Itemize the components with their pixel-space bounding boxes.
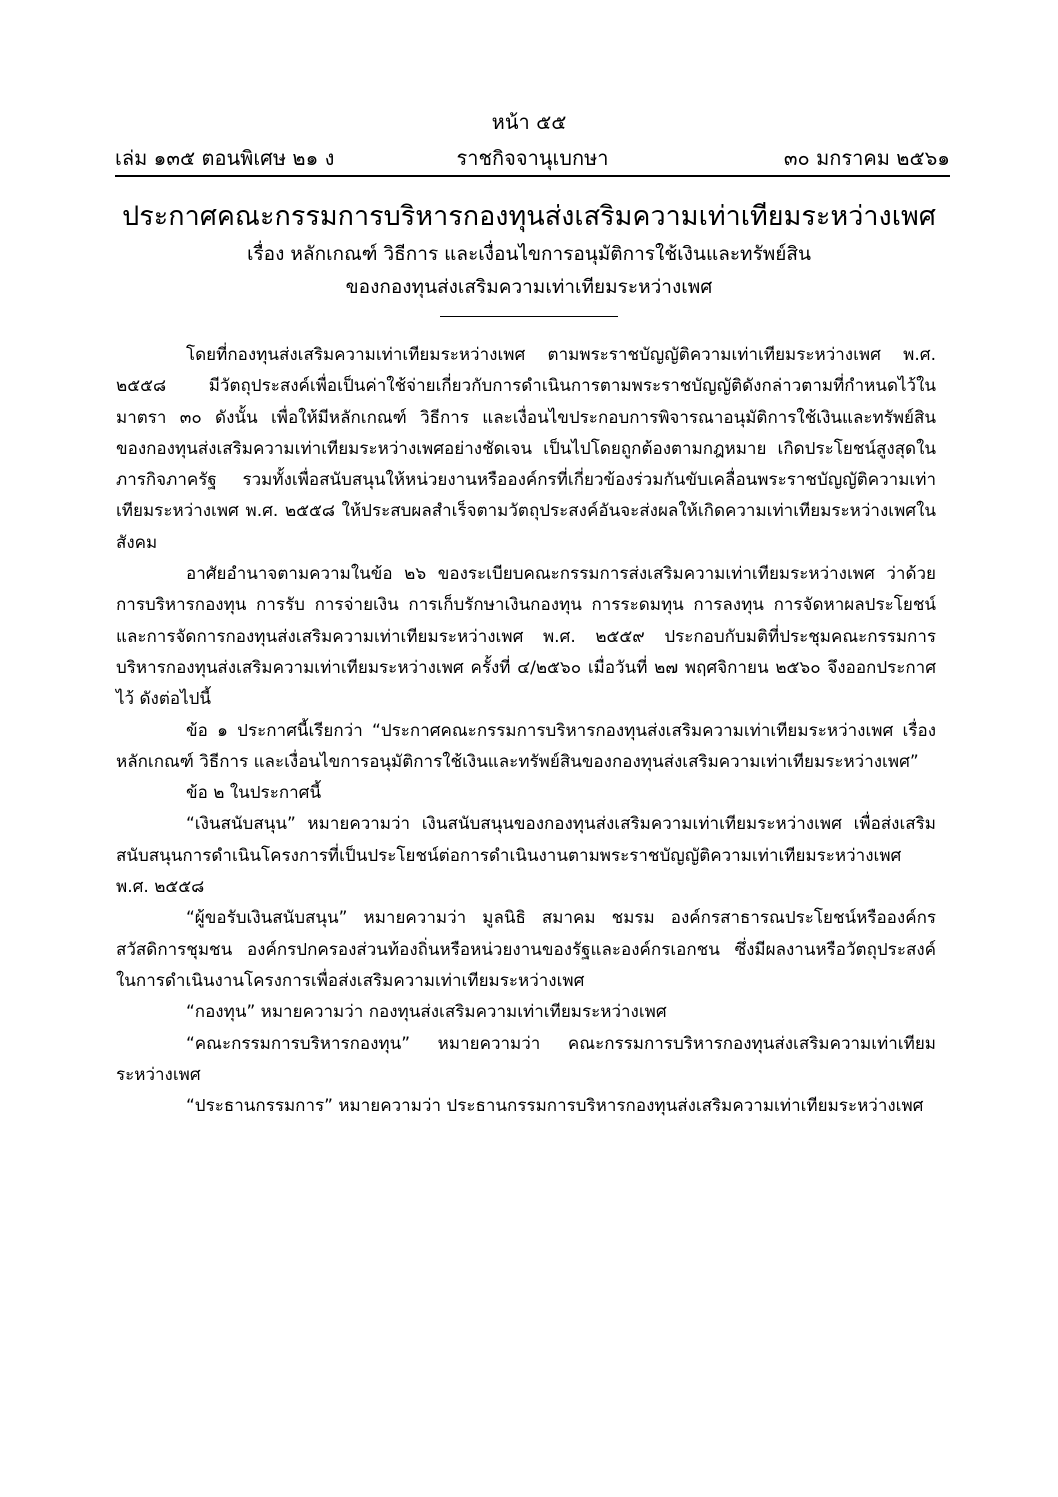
announcement-body	[116, 340, 936, 1122]
title-subject-line-1: เรื่อง หลักเกณฑ์ วิธีการ และเงื่อนไขการอนุมัติการใช้เงินและทรัพย์สิน	[246, 243, 812, 265]
definition-committee: “คณะกรรมการบริหารกองทุน” หมายความว่า คณะกรรมการบริหารกองทุนส่งเสริมความเท่าเทียมระหว่างเพศ	[116, 1033, 936, 1085]
title-main: ประกาศคณะกรรมการบริหารกองทุนส่งเสริมความเท่าเทียมระหว่างเพศ	[122, 201, 936, 232]
definition-applicant: “ผู้ขอรับเงินสนับสนุน” หมายความว่า มูลนิธิ สมาคม ชมรม องค์กรสาธารณประโยชน์หรือองค์กรสวัสดิการชุมชน องค์กรปกครองส่วนท้องถิ่นหรือหน่วยงานของรัฐและองค์กรเอกชน ซึ่งมีผลงานหรือวัตถุประสงค์ในการดำเนินงานโครงการเพื่อส่งเสริมความเท่าเทียมระหว่างเพศ	[116, 908, 936, 991]
paragraph-clause-1: ข้อ ๑ ประกาศนี้เรียกว่า “ประกาศคณะกรรมการบริหารกองทุนส่งเสริมความเท่าเทียมระหว่างเพศ เรื่อง หลักเกณฑ์ วิธีการ และเงื่อนไขการอนุมัติการใช้เงินและทรัพย์สินของกองทุนส่งเสริมความเท่าเทียมระหว่างเพศ”	[116, 720, 936, 772]
title-subject-line-2: ของกองทุนส่งเสริมความเท่าเทียมระหว่างเพศ	[345, 276, 713, 298]
publication-name: ราชกิจจานุเบกษา	[456, 146, 609, 170]
page-number: หน้า ๕๕	[491, 110, 567, 134]
definition-support-funds: “เงินสนับสนุน” หมายความว่า เงินสนับสนุนของกองทุนส่งเสริมความเท่าเทียมระหว่างเพศ เพื่อส่งเสริมสนับสนุนการดำเนินโครงการที่เป็นประโยชน์ต่อการดำเนินงานตามพระราชบัญญัติความเท่าเทียมระหว่างเพศ พ.ศ. ๒๕๕๘	[116, 814, 936, 898]
header-divider	[115, 175, 950, 177]
publication-date: ๓๐ มกราคม ๒๕๖๑	[783, 146, 950, 170]
paragraph-preamble: โดยที่กองทุนส่งเสริมความเท่าเทียมระหว่างเพศ ตามพระราชบัญญัติความเท่าเทียมระหว่างเพศ พ.ศ. ๒๕๕๘ มีวัตถุประสงค์เพื่อเป็นค่าใช้จ่ายเกี่ยวกับการดำเนินการตามพระราชบัญญัติดังกล่าวตามที่กำหนดไว้ในมาตรา ๓๐ ดังนั้น เพื่อให้มีหลักเกณฑ์ วิธีการ และเงื่อนไขประกอบการพิจารณาอนุมัติการใช้เงินและทรัพย์สินของกองทุนส่งเสริมความเท่าเทียมระหว่างเพศอย่างชัดเจน เป็นไปโดยถูกต้องตามกฎหมาย เกิดประโยชน์สูงสุดในภารกิจภาครัฐ รวมทั้งเพื่อสนับสนุนให้หน่วยงานหรือองค์กรที่เกี่ยวข้องร่วมกันขับเคลื่อนพระราชบัญญัติความเท่าเทียมระหว่างเพศ พ.ศ. ๒๕๕๘ ให้ประสบผลสำเร็จตามวัตถุประสงค์อันจะส่งผลให้เกิดความเท่าเทียมระหว่างเพศในสังคม	[116, 345, 936, 553]
definition-chairman: “ประธานกรรมการ” หมายความว่า ประธานกรรมการบริหารกองทุนส่งเสริมความเท่าเทียมระหว่างเพศ	[186, 1096, 924, 1117]
paragraph-clause-2: ข้อ ๒ ในประกาศนี้	[186, 783, 322, 804]
volume-issue: เล่ม ๑๓๕ ตอนพิเศษ ๒๑ ง	[115, 146, 335, 170]
definition-fund: “กองทุน” หมายความว่า กองทุนส่งเสริมความเท่าเทียมระหว่างเพศ	[186, 1002, 667, 1023]
announcement-title	[80, 196, 978, 304]
paragraph-authority: อาศัยอำนาจตามความในข้อ ๒๖ ของระเบียบคณะกรรมการส่งเสริมความเท่าเทียมระหว่างเพศ ว่าด้วยการบริหารกองทุน การรับ การจ่ายเงิน การเก็บรักษาเงินกองทุน การระดมทุน การลงทุน การจัดหาผลประโยชน์ และการจัดการกองทุนส่งเสริมความเท่าเทียมระหว่างเพศ พ.ศ. ๒๕๕๙ ประกอบกับมติที่ประชุมคณะกรรมการบริหารกองทุนส่งเสริมความเท่าเทียมระหว่างเพศ ครั้งที่ ๔/๒๕๖๐ เมื่อวันที่ ๒๗ พฤศจิกายน ๒๕๖๐ จึงออกประกาศไว้ ดังต่อไปนี้	[116, 564, 936, 710]
title-divider	[440, 316, 618, 317]
gazette-header	[115, 144, 950, 172]
